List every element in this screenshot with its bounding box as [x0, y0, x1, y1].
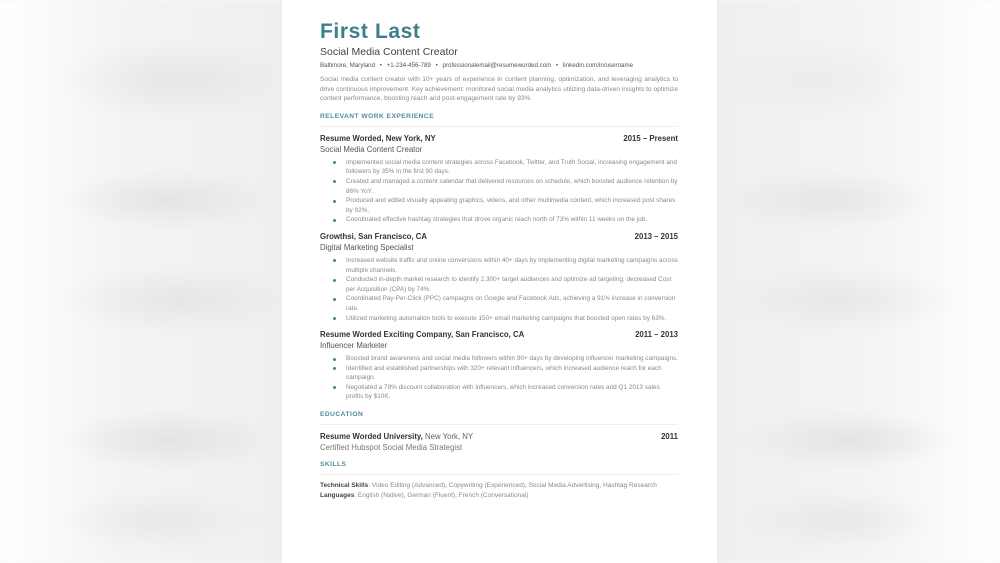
bullet-text: Negotiated a 78% discount collaboration with influencers, which increased conversion rates and Q1 2013 sales profits by $10K.	[346, 383, 660, 401]
candidate-title: Social Media Content Creator	[320, 46, 458, 58]
languages-label: Languages	[320, 492, 355, 500]
separator-dot: •	[435, 62, 438, 69]
bullet-item	[346, 383, 678, 402]
job-role: Influencer Marketer	[320, 341, 388, 351]
summary-paragraph: Social media content creator with 10+ years of experience in content planning, optimization, and leveraging analytics to drive continuous improvement. Key achievement: monitored social media analytics utilizing data-driven insights to optimize content performance, boosting reach and post-engagement rate by 93%.	[320, 76, 678, 103]
languages-value: : English (Native), German (Fluent), French (Conversational)	[354, 492, 529, 500]
job-bullets	[320, 158, 678, 225]
separator-dot: •	[379, 62, 382, 69]
bullet-icon	[333, 219, 336, 222]
contact-line	[320, 61, 678, 70]
bullet-icon	[333, 279, 336, 282]
technical-skills-value: : Video Editing (Advanced), Copywriting (Experienced), Social Media Advertising, Hashtag Research	[368, 482, 657, 490]
bullet-item	[346, 256, 678, 275]
bullet-icon	[333, 200, 336, 203]
job-entry	[320, 232, 678, 323]
job-role: Digital Marketing Specialist	[320, 242, 414, 252]
languages-line	[320, 491, 678, 501]
bullet-item	[346, 215, 678, 225]
resume-content	[320, 20, 678, 501]
contact-location: Baltimore, Maryland	[320, 62, 376, 69]
bullet-text: Identified and established partnerships with 320+ relevant influencers, which increased audience reach for each campaign.	[346, 364, 662, 382]
bullet-icon	[333, 367, 336, 370]
bullet-icon	[333, 298, 336, 301]
bullet-icon	[333, 180, 336, 183]
skills-block	[320, 481, 678, 501]
blurred-background-left	[0, 0, 282, 563]
bullet-icon	[333, 358, 336, 361]
bullet-text: Increased website traffic and online conversions within 40+ days by implementing digital marketing campaigns across multiple channels.	[346, 256, 678, 274]
resume-page	[282, 0, 717, 563]
bullet-text: Conducted in-depth market research to identify 2,300+ target audiences and optimize ad targeting; decreased Cost per Acquisition (CPA) by 74%.	[346, 276, 672, 293]
technical-skills-label: Technical Skills	[320, 482, 369, 490]
bullet-item	[346, 364, 678, 383]
job-role: Social Media Content Creator	[320, 144, 423, 154]
bullet-icon	[333, 386, 336, 389]
job-bullets	[320, 354, 678, 402]
section-heading-education: EDUCATION	[320, 411, 678, 425]
bullet-text: Boosted brand awareness and social media followers within 90+ days by developing influencer marketing campaigns.	[346, 355, 678, 363]
job-company: Growthsi, San Francisco, CA	[320, 231, 428, 241]
bullet-item	[346, 354, 678, 364]
bullet-item	[346, 196, 678, 215]
bullet-text: Implemented social media content strategies across Facebook, Twitter, and Truth Social, increasing engagement and followers by 35% in the first 90 days.	[346, 158, 677, 176]
section-heading-experience: RELEVANT WORK EXPERIENCE	[320, 113, 678, 127]
bullet-text: Created and managed a content calendar that delivered resources on schedule, which boosted audience retention by 86% YoY.	[346, 177, 678, 195]
education-credential: Certified Hubspot Social Media Strategist	[320, 443, 463, 453]
job-company: Resume Worded, New York, NY	[320, 133, 436, 143]
job-dates: 2011 – 2013	[635, 330, 678, 340]
bullet-item	[346, 294, 678, 313]
bullet-icon	[333, 259, 336, 262]
blurred-background-right	[717, 0, 1000, 563]
education-year: 2011	[661, 432, 678, 442]
job-entry	[320, 330, 678, 402]
contact-email[interactable]: professionalemail@resumeworded.com	[442, 62, 552, 69]
bullet-icon	[333, 317, 336, 320]
job-entry	[320, 134, 678, 225]
job-company: Resume Worded Exciting Company, San Francisco, CA	[320, 330, 525, 340]
education-entry	[320, 432, 678, 452]
bullet-text: Produced and edited visually appealing graphics, videos, and other multimedia content, which increased post shares by 92%.	[346, 197, 676, 214]
bullet-text: Coordinated Pay-Per-Click (PPC) campaigns on Google and Facebook Ads, achieving a 91% increase in conversion rate.	[346, 295, 676, 312]
bullet-item	[346, 177, 678, 196]
bullet-text: Utilized marketing automation tools to execute 150+ email marketing campaigns that boosted open rates by 63%.	[346, 314, 667, 322]
bullet-item	[346, 275, 678, 294]
education-location: New York, NY	[425, 432, 474, 442]
education-school	[320, 432, 473, 441]
job-dates: 2015 – Present	[623, 133, 678, 143]
job-dates: 2013 – 2015	[634, 231, 678, 241]
technical-skills-line	[320, 481, 678, 491]
bullet-icon	[333, 161, 336, 164]
candidate-name: First Last	[320, 20, 421, 43]
section-heading-skills: SKILLS	[320, 461, 678, 475]
separator-dot: •	[556, 62, 559, 69]
bullet-text: Coordinated effective hashtag strategies that drove organic reach north of 73% within 11 weeks on the job.	[346, 216, 648, 224]
education-school-name: Resume Worded University,	[320, 432, 423, 442]
job-bullets	[320, 256, 678, 323]
bullet-item	[346, 158, 678, 177]
bullet-item	[346, 314, 678, 324]
contact-phone: +1-234-456-789	[386, 62, 431, 69]
contact-linkedin[interactable]: linkedin.com/in/username	[562, 62, 634, 69]
